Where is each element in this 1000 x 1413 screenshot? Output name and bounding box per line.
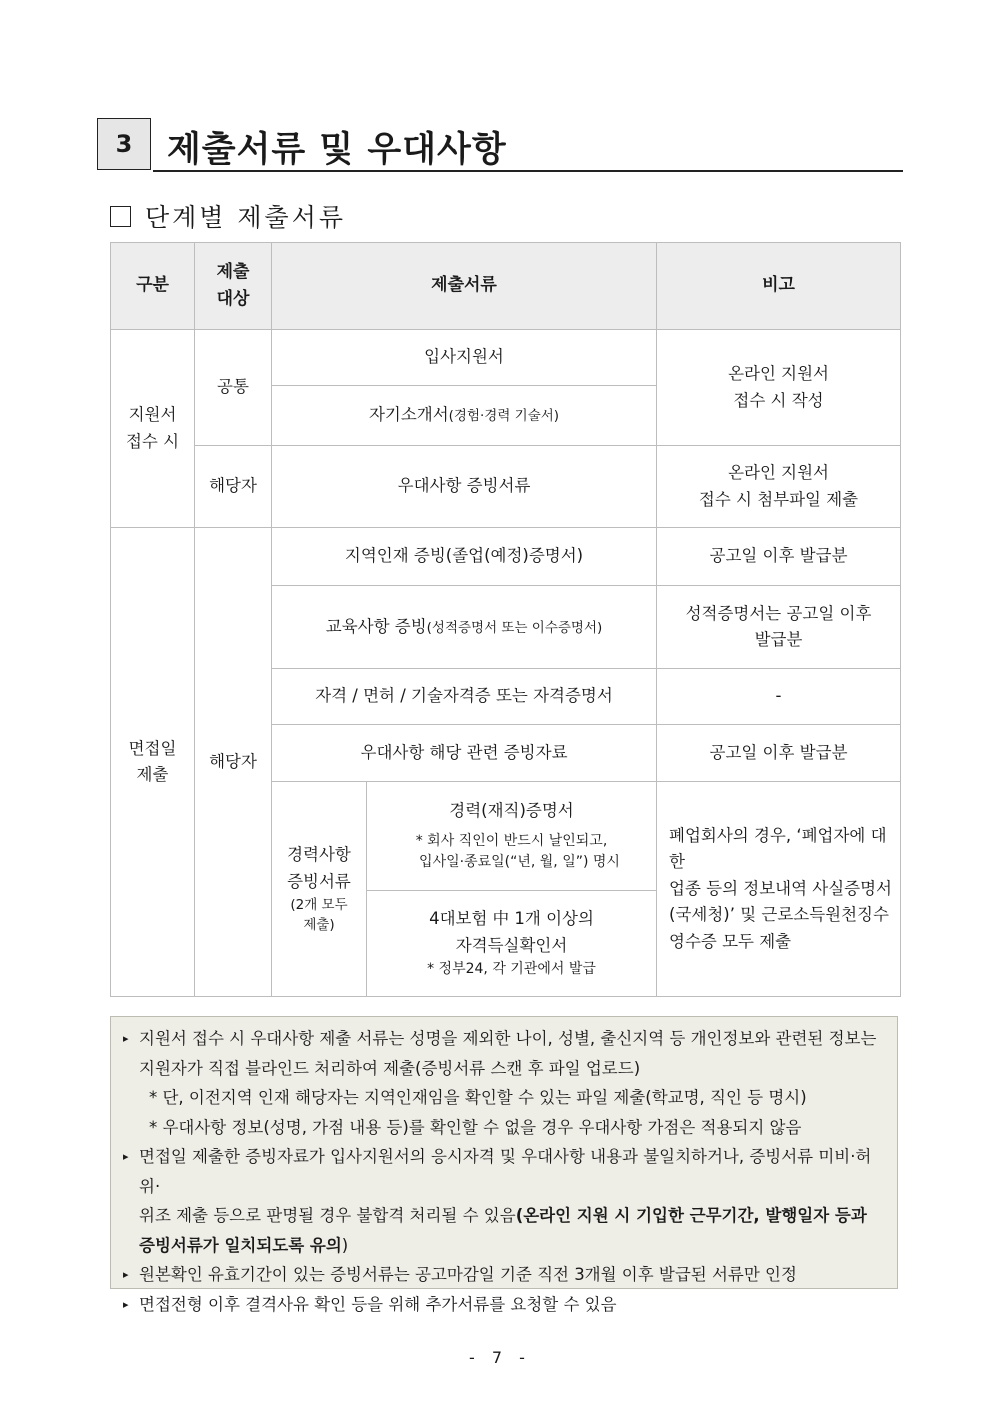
remark-regional-talent: 공고일 이후 발급분 <box>657 528 901 586</box>
target-applicable: 해당자 <box>195 446 272 528</box>
documents-table <box>110 242 901 997</box>
doc-self-introduction-sub: (경험·경력 기술서) <box>448 408 560 425</box>
career-label-line3: (2개 모두 <box>290 897 348 914</box>
career-label <box>272 782 367 997</box>
category-application-line2: 접수 시 <box>125 431 180 451</box>
notice-item <box>123 1024 887 1054</box>
notice-emphasis: 증빙서류가 일치되도록 유의 <box>139 1235 342 1255</box>
header-remarks: 비고 <box>657 243 901 330</box>
category-application <box>111 330 195 528</box>
category-interview <box>111 528 195 997</box>
doc-education <box>272 586 657 669</box>
doc-education-main: 교육사항 증빙 <box>325 616 427 636</box>
target-common: 공통 <box>195 330 272 446</box>
doc-insurance-line2: 자격득실확인서 <box>455 935 568 955</box>
remark-career-line3: (국세청)’ 및 근로소득원천징수 <box>669 905 889 925</box>
remark-career-line1: 폐업회사의 경우, ‘폐업자에 대한 <box>669 826 887 872</box>
header-target-line2: 대상 <box>216 289 250 309</box>
notice-line: 지원자가 직접 블라인드 처리하여 제출(증빙서류 스캔 후 파일 업로드) <box>139 1058 641 1078</box>
remark-common <box>657 330 901 446</box>
notice-subnote: * 단, 이전지역 인재 해당자는 지역인재임을 확인할 수 있는 파일 제출(학교명, 직인 등 명시) <box>149 1088 807 1107</box>
notice-line: 면접일 제출한 증빙자료가 입사지원서의 응시자격 및 우대사항 내용과 불일치하거나, 증빙서류 미비·허위· <box>139 1147 872 1196</box>
notice-line <box>123 1201 887 1231</box>
doc-employment-note-line1: * 회사 직인이 반드시 날인되고, <box>415 832 608 849</box>
remark-education-line2: 발급분 <box>754 630 803 649</box>
notice-line <box>123 1231 887 1261</box>
notice-box <box>110 1016 898 1314</box>
remark-applicable <box>657 446 901 528</box>
header-target <box>195 243 272 330</box>
table-row <box>111 528 901 586</box>
remark-common-line2: 접수 시 작성 <box>733 390 824 410</box>
remark-career <box>657 782 901 997</box>
checkbox-icon <box>110 206 131 227</box>
category-interview-line1: 면접일 <box>128 738 177 758</box>
section-header <box>97 118 903 174</box>
career-label-line2: 증빙서류 <box>287 871 351 891</box>
notice-item <box>123 1260 887 1290</box>
remark-career-line2: 업종 등의 정보내역 사실증명서 <box>669 878 892 898</box>
doc-employment-certificate <box>367 782 657 891</box>
doc-employment-certificate-title: 경력(재직)증명서 <box>449 801 574 821</box>
section-title: 제출서류 및 우대사항 <box>167 130 507 170</box>
doc-license: 자격 / 면허 / 기술자격증 또는 자격증명서 <box>272 669 657 725</box>
remark-career-line4: 영수증 모두 제출 <box>669 931 792 951</box>
doc-preference-evidence: 우대사항 해당 관련 증빙자료 <box>272 725 657 782</box>
category-application-line1: 지원서 <box>128 405 177 425</box>
doc-employment-note-line2: 입사일·종료일(“년, 월, 일”) 명시 <box>419 854 620 871</box>
remark-common-line1: 온라인 지원서 <box>728 364 829 384</box>
table-row <box>111 446 901 528</box>
table-header-row <box>111 243 901 330</box>
remark-license: - <box>657 669 901 725</box>
section-number-box: 3 <box>97 118 151 170</box>
subsection-header <box>110 200 346 232</box>
remark-education <box>657 586 901 669</box>
doc-self-introduction <box>272 386 657 446</box>
doc-self-introduction-main: 자기소개서 <box>368 405 449 425</box>
bullet-triangle-icon: ▸ <box>123 1297 129 1311</box>
notice-text: 위조 제출 등으로 판명될 경우 불합격 처리될 수 있음 <box>139 1206 516 1225</box>
doc-application-form: 입사지원서 <box>272 330 657 386</box>
header-target-line1: 제출 <box>216 261 250 282</box>
header-category: 구분 <box>111 243 195 330</box>
doc-insurance-line1: 4대보험 中 1개 이상의 <box>429 909 594 929</box>
notice-line: 원본확인 유효기간이 있는 증빙서류는 공고마감일 기준 직전 3개월 이후 발급된 서류만 인정 <box>139 1265 797 1284</box>
notice-line: 지원서 접수 시 우대사항 제출 서류는 성명을 제외한 나이, 성별, 출신지역 등 개인정보와 관련된 정보는 <box>139 1029 877 1048</box>
doc-regional-talent: 지역인재 증빙(졸업(예정)증명서) <box>272 528 657 586</box>
bullet-triangle-icon: ▸ <box>123 1032 129 1045</box>
target-interview: 해당자 <box>195 528 272 997</box>
doc-preference-proof: 우대사항 증빙서류 <box>272 446 657 528</box>
remark-education-line1: 성적증명서는 공고일 이후 <box>685 603 872 623</box>
table-row <box>111 330 901 386</box>
notice-subnote: * 우대사항 정보(성명, 가점 내용 등)를 확인할 수 없을 경우 우대사항 가점은 적용되지 않음 <box>149 1117 802 1137</box>
remark-applicable-line1: 온라인 지원서 <box>728 463 829 483</box>
doc-insurance-certificate <box>367 891 657 997</box>
header-documents: 제출서류 <box>272 243 657 330</box>
notice-item <box>123 1290 887 1320</box>
doc-insurance-note: * 정부24, 각 기관에서 발급 <box>427 961 596 978</box>
notice-item <box>123 1142 887 1201</box>
remark-preference-evidence: 공고일 이후 발급분 <box>657 725 901 782</box>
career-label-line1: 경력사항 <box>287 845 351 865</box>
page-number: - 7 - <box>469 1348 531 1367</box>
bullet-triangle-icon: ▸ <box>123 1150 129 1163</box>
career-label-line4: 제출) <box>303 917 335 934</box>
section-underline <box>153 170 903 172</box>
bullet-triangle-icon: ▸ <box>123 1268 129 1281</box>
notice-text: ) <box>341 1235 349 1255</box>
remark-applicable-line2: 접수 시 첨부파일 제출 <box>698 489 859 509</box>
doc-education-sub: (성적증명서 또는 이수증명서) <box>426 619 603 636</box>
notice-line: 면접전형 이후 결격사유 확인 등을 위해 추가서류를 요청할 수 있음 <box>139 1294 617 1314</box>
category-interview-line2: 제출 <box>136 765 169 784</box>
notice-emphasis: (온라인 지원 시 기입한 근무기간, 발행일자 등과 <box>515 1206 867 1225</box>
subsection-title: 단계별 제출서류 <box>145 203 346 232</box>
